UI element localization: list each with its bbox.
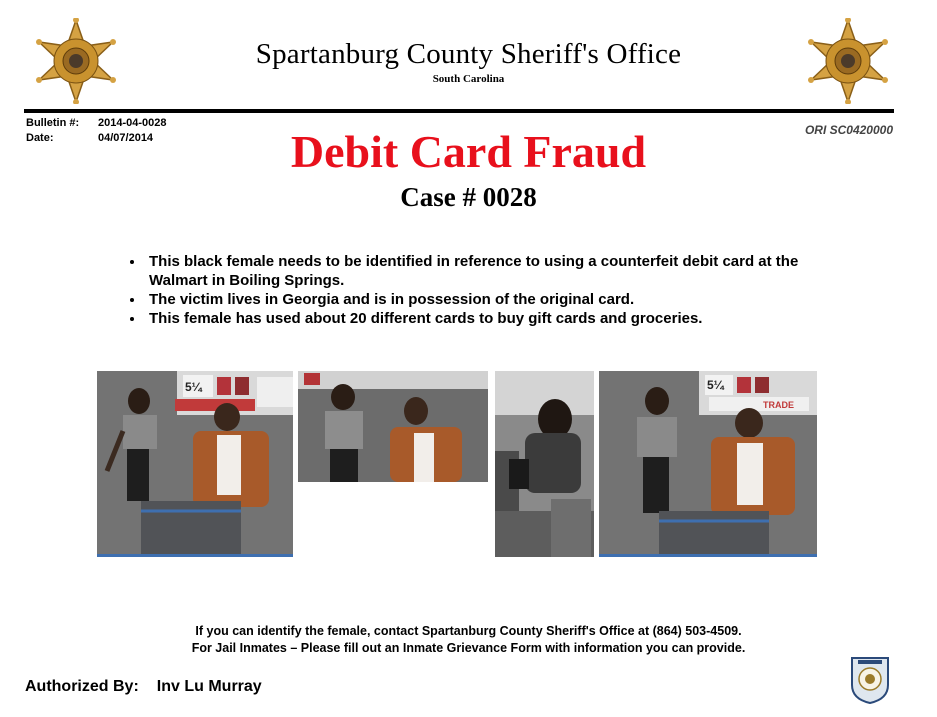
case-number: Case # 0028 [400,182,537,212]
bulletin-date: 04/07/2014 [98,132,154,144]
detail-item: This female has used about 20 different cards to buy gift cards and groceries. [130,309,820,328]
authorized-by-label: Authorized By: [25,678,139,695]
store-sign-text: 5¼ [707,378,724,392]
store-sign-text: 5¼ [185,380,202,394]
surveillance-photo-4 [599,371,817,557]
surveillance-photo-1 [97,371,293,557]
agency-state: South Carolina [432,73,505,85]
surveillance-photo-2 [298,371,488,482]
authorized-by [25,678,262,696]
authorized-by-name: Inv Lu Murray [156,678,262,695]
details-list [130,252,820,328]
contact-line-1: If you can identify the female, contact Spartanburg County Sheriff's Office at (864) 503-4509. [195,624,742,638]
agency-title: Spartanburg County Sheriff's Office [255,38,682,70]
store-sign-trade: TRADE [763,400,794,410]
header-divider [24,109,894,113]
bulletin-number: 2014-04-0028 [98,117,167,129]
ori-number: ORI SC0420000 [804,123,893,137]
contact-line-2: For Jail Inmates – Please fill out an Inmate Grievance Form with information you can provide. [191,641,746,655]
surveillance-photo-3 [495,371,594,557]
detail-item: The victim lives in Georgia and is in possession of the original card. [130,290,820,309]
state-seal-icon [848,655,892,705]
bulletin-number-label: Bulletin #: [26,117,80,129]
bulletin-headline: Debit Card Fraud [290,126,647,177]
bulletin-date-label: Date: [26,132,54,144]
detail-item: This black female needs to be identified in reference to using a counterfeit debit card at the Walmart in Boiling Springs. [130,252,820,290]
